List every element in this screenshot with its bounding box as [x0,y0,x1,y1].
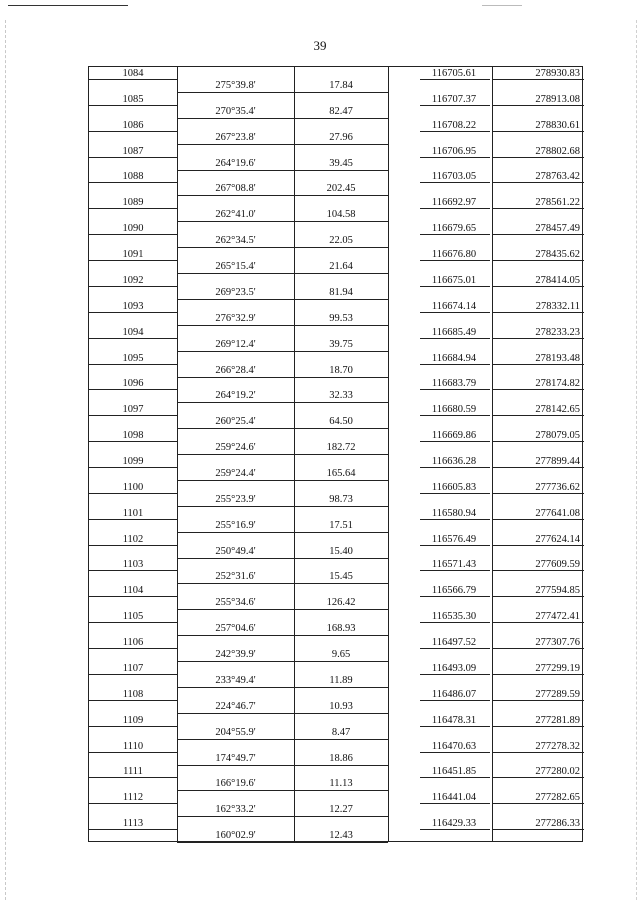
point-number: 1110 [122,740,144,752]
y-coordinate: 277899.44 [535,456,580,467]
row-rule [492,389,584,390]
distance: 21.64 [329,261,353,273]
direction-angle: 162°33.2' [215,804,256,816]
table-row [89,533,582,559]
distance: 11.13 [329,778,353,790]
y-coordinate: 278142.65 [535,404,580,416]
y-coordinate: 277286.33 [535,818,580,830]
point-number: 1112 [122,792,144,804]
direction-angle: 262°41.0' [215,209,256,221]
y-coordinate: 277289.59 [535,688,580,700]
y-coordinate: 278332.11 [535,300,580,312]
point-number: 1106 [122,637,144,649]
y-coordinate: 278435.62 [535,249,580,261]
table-row [89,740,582,766]
y-coordinate: 277281.89 [535,714,580,726]
row-rule [89,338,177,339]
y-coordinate: 277624.14 [535,533,580,545]
point-number: 1109 [122,714,144,726]
row-rule [420,570,490,571]
row-rule [89,286,177,287]
table-row [89,352,582,378]
row-rule [492,312,584,313]
distance: 9.65 [331,649,351,661]
row-rule [492,338,584,339]
row-rule [89,260,177,261]
row-rule [89,700,177,701]
row-rule [492,286,584,287]
direction-angle: 257°04.6' [215,623,256,635]
direction-angle: 259°24.4' [215,468,256,479]
x-coordinate: 116703.05 [431,171,477,183]
table-row [89,610,582,636]
y-coordinate: 277307.76 [535,637,580,649]
distance: 81.94 [329,286,353,298]
row-rule [492,441,584,442]
row-rule [89,752,177,753]
row-rule [89,519,177,520]
point-number: 1104 [122,585,144,597]
row-rule [420,286,490,287]
row-rule [492,674,584,675]
row-rule [420,182,490,183]
point-number: 1088 [122,171,144,183]
distance: 15.45 [329,571,353,583]
row-rule [89,131,177,132]
row-rule [492,570,584,571]
row-rule [420,441,490,442]
row-rule [89,674,177,675]
y-coordinate: 278830.61 [535,119,580,131]
direction-angle: 242°39.9' [215,649,256,661]
x-coordinate: 116676.80 [431,249,477,261]
row-rule [420,829,490,830]
distance: 15.40 [329,545,353,557]
row-rule [492,700,584,701]
x-coordinate: 116605.83 [431,481,477,493]
direction-angle: 264°19.2' [215,390,256,402]
row-rule [420,260,490,261]
page-number: 39 [313,38,327,53]
direction-angle: 166°19.6' [215,778,256,790]
direction-angle: 264°19.6' [215,157,256,169]
distance: 168.93 [326,623,356,635]
row-rule [89,829,177,830]
distance: 10.93 [329,700,353,712]
x-coordinate: 116478.31 [431,714,477,726]
x-coordinate: 116451.85 [431,766,477,778]
row-rule [492,182,584,183]
row-rule [420,752,490,753]
row-rule [492,131,584,132]
row-rule [89,157,177,158]
y-coordinate: 278414.05 [535,274,580,286]
x-coordinate: 116580.94 [431,507,477,519]
x-coordinate: 116685.49 [431,326,477,338]
row-rule [420,519,490,520]
top-rule-faint [482,5,522,6]
x-coordinate: 116470.63 [431,740,477,752]
row-rule [420,674,490,675]
row-rule [492,415,584,416]
coordinate-table [88,66,583,842]
x-coordinate: 116683.79 [431,378,477,390]
table-row [89,274,582,300]
point-number: 1094 [122,326,144,338]
distance: 98.73 [329,493,353,505]
row-rule [89,622,177,623]
direction-angle: 260°25.4' [215,416,256,428]
x-coordinate: 116497.52 [431,637,477,649]
distance: 182.72 [326,442,356,454]
distance: 22.05 [329,235,353,247]
row-rule [89,803,177,804]
direction-angle: 259°24.6' [215,442,256,454]
row-rule [177,842,294,843]
point-number: 1100 [122,481,144,493]
table-row [89,688,582,714]
table-row [89,455,582,481]
y-coordinate: 277280.02 [535,766,580,778]
scan-edge-left [5,20,6,900]
direction-angle: 267°23.8' [215,131,256,143]
scan-edge-right [636,20,637,900]
point-number: 1097 [122,404,144,416]
row-rule [89,467,177,468]
table-row [89,248,582,274]
table-row [89,662,582,688]
point-number: 1108 [122,688,144,700]
distance: 12.43 [329,830,353,842]
y-coordinate: 278233.23 [535,326,580,338]
direction-angle: 255°34.6' [215,597,256,609]
point-number: 1089 [122,197,144,209]
y-coordinate: 277641.08 [535,507,580,519]
row-rule [492,545,584,546]
direction-angle: 267°08.8' [215,183,256,195]
table-row [89,67,582,93]
y-coordinate: 278930.83 [535,68,580,79]
row-rule [89,234,177,235]
y-coordinate: 277282.65 [535,792,580,804]
row-rule [420,389,490,390]
row-rule [89,389,177,390]
y-coordinate: 278802.68 [535,145,580,157]
row-rule [420,493,490,494]
point-number: 1101 [122,507,144,519]
table-row [89,326,582,352]
x-coordinate: 116429.33 [431,818,477,830]
row-rule [420,596,490,597]
row-rule [492,493,584,494]
row-rule [89,545,177,546]
y-coordinate: 278561.22 [535,197,580,209]
row-rule [492,648,584,649]
point-number: 1092 [122,274,144,286]
table-row [89,481,582,507]
direction-angle: 233°49.4' [215,674,256,686]
row-rule [492,519,584,520]
point-number: 1086 [122,119,144,131]
y-coordinate: 277594.85 [535,585,580,597]
table-row [89,119,582,145]
row-rule [420,208,490,209]
row-rule [420,338,490,339]
row-rule [492,105,584,106]
x-coordinate: 116705.61 [431,68,477,79]
point-number: 1107 [122,662,144,674]
distance: 39.75 [329,338,353,350]
direction-angle: 269°12.4' [215,338,256,350]
distance: 18.86 [329,752,353,764]
row-rule [89,441,177,442]
row-rule [294,842,388,843]
row-rule [420,726,490,727]
row-rule [492,726,584,727]
distance: 82.47 [329,105,353,117]
table-row [89,377,582,403]
distance: 12.27 [329,804,353,816]
distance: 64.50 [329,416,353,428]
y-coordinate: 277609.59 [535,559,580,571]
distance: 17.51 [329,519,353,531]
table-row [89,817,582,843]
row-rule [420,105,490,106]
row-rule [492,79,584,80]
row-rule [89,777,177,778]
x-coordinate: 116707.37 [431,93,477,105]
distance: 104.58 [326,209,356,221]
row-rule [420,700,490,701]
row-rule [89,493,177,494]
table-row [89,791,582,817]
table-row [89,196,582,222]
point-number: 1099 [122,456,144,467]
row-rule [492,777,584,778]
table-row [89,558,582,584]
distance: 11.89 [329,674,353,686]
distance: 18.70 [329,364,353,376]
point-number: 1090 [122,223,144,235]
direction-angle: 262°34.5' [215,235,256,247]
y-coordinate: 278457.49 [535,223,580,235]
row-rule [492,260,584,261]
direction-angle: 270°35.4' [215,105,256,117]
direction-angle: 269°23.5' [215,286,256,298]
direction-angle: 275°39.8' [215,80,256,91]
x-coordinate: 116675.01 [431,274,477,286]
table-row [89,145,582,171]
direction-angle: 266°28.4' [215,364,256,376]
direction-angle: 204°55.9' [215,726,256,738]
y-coordinate: 277736.62 [535,481,580,493]
row-rule [89,182,177,183]
x-coordinate: 116679.65 [431,223,477,235]
x-coordinate: 116674.14 [431,300,477,312]
row-rule [420,467,490,468]
y-coordinate: 278193.48 [535,352,580,364]
row-rule [420,415,490,416]
row-rule [89,726,177,727]
row-rule [89,648,177,649]
x-coordinate: 116566.79 [431,585,477,597]
point-number: 1085 [122,93,144,105]
x-coordinate: 116692.97 [431,197,477,209]
x-coordinate: 116486.07 [431,688,477,700]
x-coordinate: 116571.43 [431,559,477,571]
direction-angle: 255°16.9' [215,519,256,531]
direction-angle: 255°23.9' [215,493,256,505]
point-number: 1098 [122,430,144,442]
point-number: 1102 [122,533,144,545]
table-row [89,170,582,196]
row-rule [492,364,584,365]
row-rule [492,157,584,158]
direction-angle: 174°49.7' [215,752,256,764]
point-number: 1087 [122,145,144,157]
row-rule [89,105,177,106]
x-coordinate: 116680.59 [431,404,477,416]
y-coordinate: 277472.41 [535,611,580,623]
table-row [89,507,582,533]
y-coordinate: 277278.32 [535,740,580,752]
table-row [89,222,582,248]
x-coordinate: 116493.09 [431,662,477,674]
y-coordinate: 278763.42 [535,171,580,183]
x-coordinate: 116535.30 [431,611,477,623]
table-row [89,403,582,429]
row-rule [420,312,490,313]
row-rule [420,545,490,546]
row-rule [492,803,584,804]
row-rule [492,467,584,468]
y-coordinate: 278079.05 [535,430,580,442]
row-rule [420,79,490,80]
direction-angle: 252°31.6' [215,571,256,583]
distance: 39.45 [329,157,353,169]
distance: 165.64 [326,468,356,479]
direction-angle: 265°15.4' [215,261,256,273]
row-rule [420,131,490,132]
x-coordinate: 116669.86 [431,430,477,442]
direction-angle: 160°02.9' [215,830,256,842]
row-rule [89,312,177,313]
point-number: 1095 [122,352,144,364]
distance: 27.96 [329,131,353,143]
row-rule [492,622,584,623]
point-number: 1096 [122,378,144,390]
direction-angle: 250°49.4' [215,545,256,557]
direction-angle: 276°32.9' [215,312,256,324]
x-coordinate: 116684.94 [431,352,477,364]
distance: 99.53 [329,312,353,324]
distance: 32.33 [329,390,353,402]
distance: 126.42 [326,597,356,609]
row-rule [420,234,490,235]
row-rule [89,79,177,80]
row-rule [420,622,490,623]
point-number: 1093 [122,300,144,312]
y-coordinate: 278174.82 [535,378,580,390]
row-rule [420,157,490,158]
table-row [89,429,582,455]
table-row [89,300,582,326]
x-coordinate: 116576.49 [431,533,477,545]
point-number: 1105 [122,611,144,623]
y-coordinate: 277299.19 [535,662,580,674]
point-number: 1084 [122,68,144,79]
table-row [89,584,582,610]
point-number: 1103 [122,559,144,571]
x-coordinate: 116636.28 [431,456,477,467]
row-rule [492,596,584,597]
distance: 202.45 [326,183,356,195]
row-rule [492,752,584,753]
y-coordinate: 278913.08 [535,93,580,105]
row-rule [492,208,584,209]
point-number: 1111 [123,766,143,778]
distance: 8.47 [331,726,351,738]
row-rule [420,803,490,804]
direction-angle: 224°46.7' [215,700,256,712]
top-rule [8,5,128,6]
table-row [89,636,582,662]
row-rule [492,234,584,235]
x-coordinate: 116708.22 [431,119,477,131]
point-number: 1091 [122,249,144,261]
row-rule [89,570,177,571]
point-number: 1113 [122,818,144,830]
row-rule [89,364,177,365]
x-coordinate: 116706.95 [431,145,477,157]
table-row [89,93,582,119]
row-rule [89,596,177,597]
row-rule [420,648,490,649]
row-rule [420,777,490,778]
table-row [89,714,582,740]
row-rule [420,364,490,365]
x-coordinate: 116441.04 [431,792,477,804]
distance: 17.84 [329,80,353,91]
row-rule [89,415,177,416]
table-row [89,765,582,791]
row-rule [492,829,584,830]
row-rule [89,208,177,209]
